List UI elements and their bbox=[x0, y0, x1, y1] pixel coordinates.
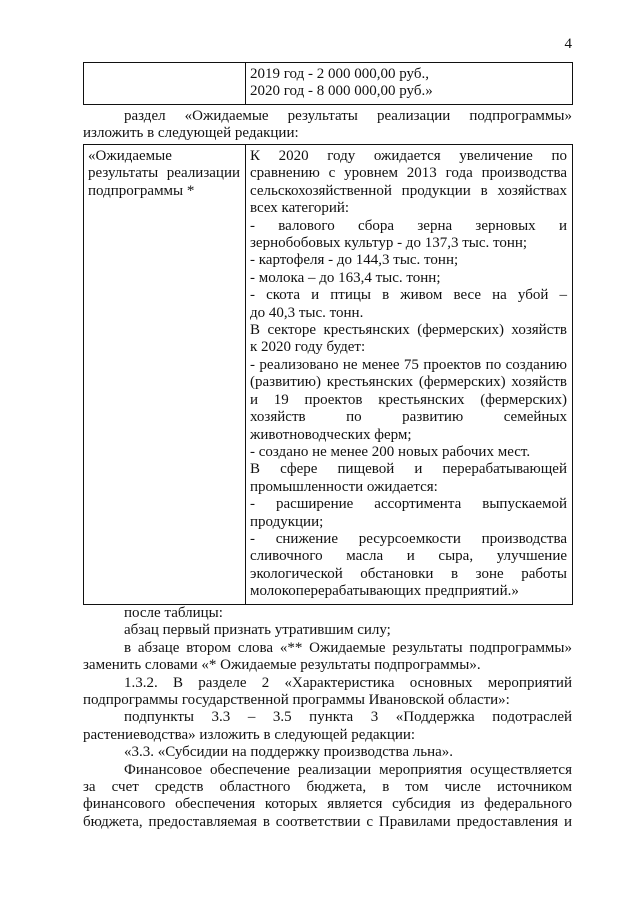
results-table-block bbox=[83, 144, 572, 605]
content-line: сельскохозяйственной продукции в хозяйствах bbox=[250, 182, 567, 199]
content-line: до 40,3 тыс. тонн. bbox=[250, 304, 364, 321]
label-line: «Ожидаемые bbox=[88, 148, 172, 164]
content-line: сливочного масла и сыра, улучшение bbox=[250, 548, 567, 565]
content-line: - скота и птицы в живом весе на убой – bbox=[250, 287, 567, 304]
funding-table-value-cell bbox=[246, 63, 573, 105]
content-line: молокоперерабатывающих предприятий.» bbox=[250, 583, 519, 600]
content-line: всех категорий: bbox=[250, 200, 350, 217]
results-table-row bbox=[84, 145, 573, 605]
label-line: подпрограммы * bbox=[88, 182, 195, 199]
intro-line: изложить в следующей редакции: bbox=[83, 125, 299, 142]
content-line: продукции; bbox=[250, 513, 324, 530]
body-line: растениеводства» изложить в следующей редакции: bbox=[83, 726, 416, 743]
page-number: 4 bbox=[564, 36, 572, 52]
results-table-label-cell bbox=[84, 145, 246, 605]
body-text bbox=[83, 605, 572, 831]
content-line: - валового сбора зерна зерновых и bbox=[250, 217, 567, 234]
content-line: к 2020 году будет: bbox=[250, 339, 366, 356]
content-line: хозяйств по развитию семейных bbox=[250, 409, 567, 426]
body-line: бюджета, предоставляемая в соответствии с Правилами предоставления и bbox=[83, 813, 572, 830]
funding-table-row bbox=[84, 63, 573, 105]
body-line: в абзаце втором слова «** Ожидаемые результаты подпрограммы» bbox=[124, 639, 572, 656]
intro-line: раздел «Ожидаемые результаты реализации подпрограммы» bbox=[124, 108, 572, 124]
label-line: результаты реализации bbox=[88, 165, 240, 182]
content-line: - снижение ресурсоемкости производства bbox=[250, 530, 567, 547]
content-line: - создано не менее 200 новых рабочих мест. bbox=[250, 443, 531, 460]
body-line: подпрограммы государственной программы Ивановской области»: bbox=[83, 692, 510, 709]
funding-table bbox=[83, 62, 573, 105]
body-line: финансового обеспечения которых является субсидия из федерального bbox=[83, 796, 572, 813]
content-line: В сфере пищевой и перерабатывающей bbox=[250, 461, 567, 478]
body-line: «3.3. «Субсидии на поддержку производства льна». bbox=[124, 744, 454, 761]
content-line: - молока – до 163,4 тыс. тонн; bbox=[250, 269, 441, 286]
content-line: (развитию) крестьянских (фермерских) хозяйств bbox=[250, 374, 567, 391]
funding-line: 2020 год - 8 000 000,00 руб.» bbox=[250, 83, 433, 100]
body-line: заменить словами «* Ожидаемые результаты подпрограммы». bbox=[83, 657, 481, 674]
content-line: В секторе крестьянских (фермерских) хозяйств bbox=[250, 322, 567, 339]
funding-line: 2019 год - 2 000 000,00 руб., bbox=[250, 66, 429, 82]
content-line: промышленности ожидается: bbox=[250, 478, 438, 495]
funding-table-label-cell bbox=[84, 63, 246, 105]
intro-paragraph bbox=[83, 108, 572, 143]
body-line: 1.3.2. В разделе 2 «Характеристика основных мероприятий bbox=[124, 674, 572, 691]
content-line: - расширение ассортимента выпускаемой bbox=[250, 496, 567, 513]
body-line: абзац первый признать утратившим силу; bbox=[124, 622, 391, 639]
body-line: Финансовое обеспечение реализации мероприятия осуществляется bbox=[124, 761, 572, 778]
body-line: подпункты 3.3 – 3.5 пункта 3 «Поддержка подотраслей bbox=[124, 709, 572, 726]
content-line: и 19 проектов крестьянских (фермерских) bbox=[250, 391, 567, 408]
content-line: сравнению с уровнем 2013 года производства bbox=[250, 165, 567, 182]
content-line: - картофеля - до 144,3 тыс. тонн; bbox=[250, 252, 459, 269]
body-line: после таблицы: bbox=[124, 605, 223, 621]
body-line: за счет средств областного бюджета, в том числе источником bbox=[83, 779, 572, 796]
content-line: зернобобовых культур - до 137,3 тыс. тонн; bbox=[250, 235, 528, 252]
content-line: животноводческих ферм; bbox=[250, 426, 412, 443]
funding-table-block bbox=[83, 62, 572, 105]
results-table-content-cell bbox=[246, 145, 573, 605]
content-line: экологической обстановки в зоне работы bbox=[250, 565, 567, 582]
results-table bbox=[83, 144, 573, 605]
content-line: - реализовано не менее 75 проектов по созданию bbox=[250, 356, 567, 373]
content-line: К 2020 году ожидается увеличение по bbox=[250, 148, 567, 164]
